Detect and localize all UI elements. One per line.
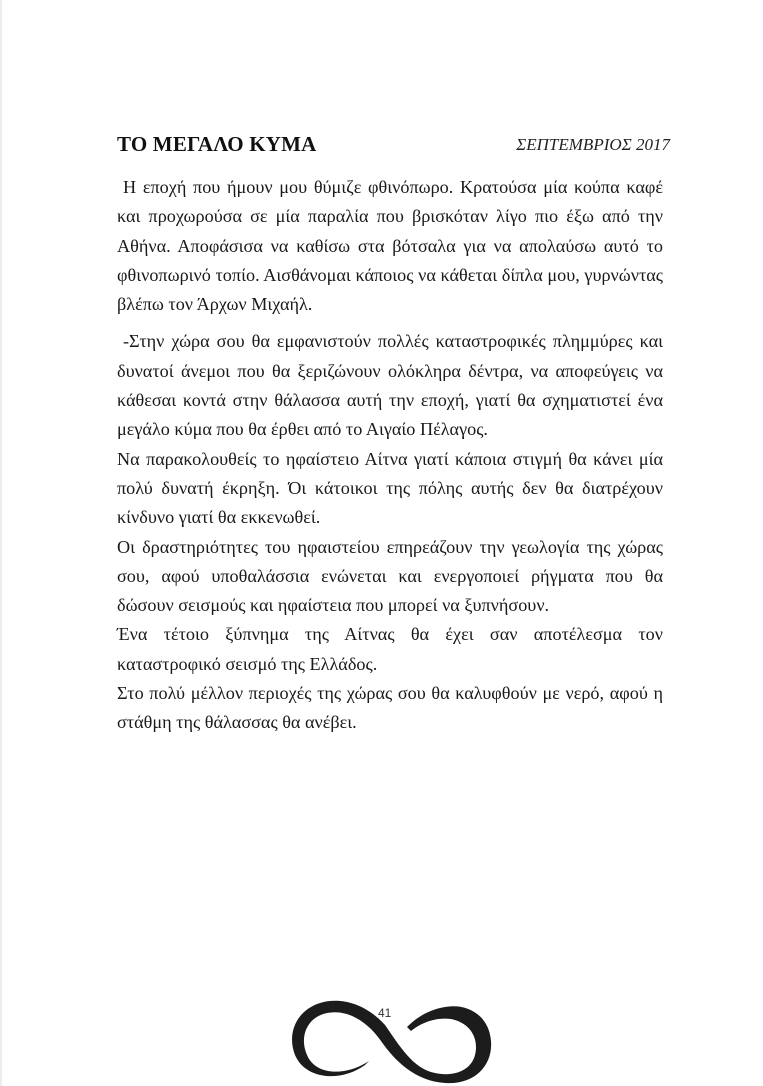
chapter-body (117, 173, 663, 738)
paragraph: Οι δραστηριότητες του ηφαιστείου επηρεάζουν την γεωλογία της χώρας σου, αφού υποθαλάσσια ενώνεται και ενεργοποιεί ρήγματα που θα δώσουν σεισμούς και ηφαίστεια που μπορεί να ξυπνήσουν. (117, 536, 663, 616)
chapter-title: ΤΟ ΜΕΓΑΛΟ ΚΥΜΑ (117, 132, 317, 156)
page-footer (285, 995, 495, 1086)
paragraph: Να παρακολουθείς το ηφαίστειο Αίτνα γιατί κάποια στιγμή θα κάνει μία πολύ δυνατή έκρηξη. Όι κάτοικοι της πόλης αυτής δεν θα διατρέχουν κίνδυνο γιατί θα εκκενωθεί. (117, 448, 663, 528)
paragraph: Στο πολύ μέλλον περιοχές της χώρας σου θα καλυφθούν με νερό, αφού η στάθμη της θάλασσας θα ανέβει. (117, 683, 663, 733)
paragraph: -Στην χώρα σου θα εμφανιστούν πολλές καταστροφικές πλημμύρες και δυνατοί άνεμοι που θα ξεριζώνουν ολόκληρα δέντρα, να αποφεύγεις να κάθεσαι κοντά στην θάλασσα αυτή την εποχή, γιατί θα σχηματιστεί ένα μεγάλο κύμα που θα έρθει από το Αιγαίο Πέλαγος. (117, 331, 663, 440)
paragraph: Η εποχή που ήμουν μου θύμιζε φθινόπωρο. Κρατούσα μία κούπα καφέ και προχωρούσα σε μία παραλία που βρισκόταν λίγο πιο έξω από την Αθήνα. Αποφάσισα να καθίσω στα βότσαλα για να απολαύσω αυτό το φθινοπωρινό τοπίο. Αισθάνομαι κάποιος να κάθεται δίπλα μου, γυρνώντας βλέπω τον Άρχων Μιχαήλ. (117, 177, 663, 315)
page-edge (0, 0, 2, 1086)
paragraph: Ένα τέτοιο ξύπνημα της Αίτνας θα έχει σαν αποτέλεσμα τον καταστροφικό σεισμό της Ελλάδος. (117, 624, 663, 674)
page-header (117, 132, 670, 162)
page-number: 41 (378, 1006, 392, 1020)
infinity-ornament-left (292, 1001, 491, 1083)
chapter-date: ΣΕΠΤΕΜΒΡΙΟΣ 2017 (516, 135, 670, 154)
